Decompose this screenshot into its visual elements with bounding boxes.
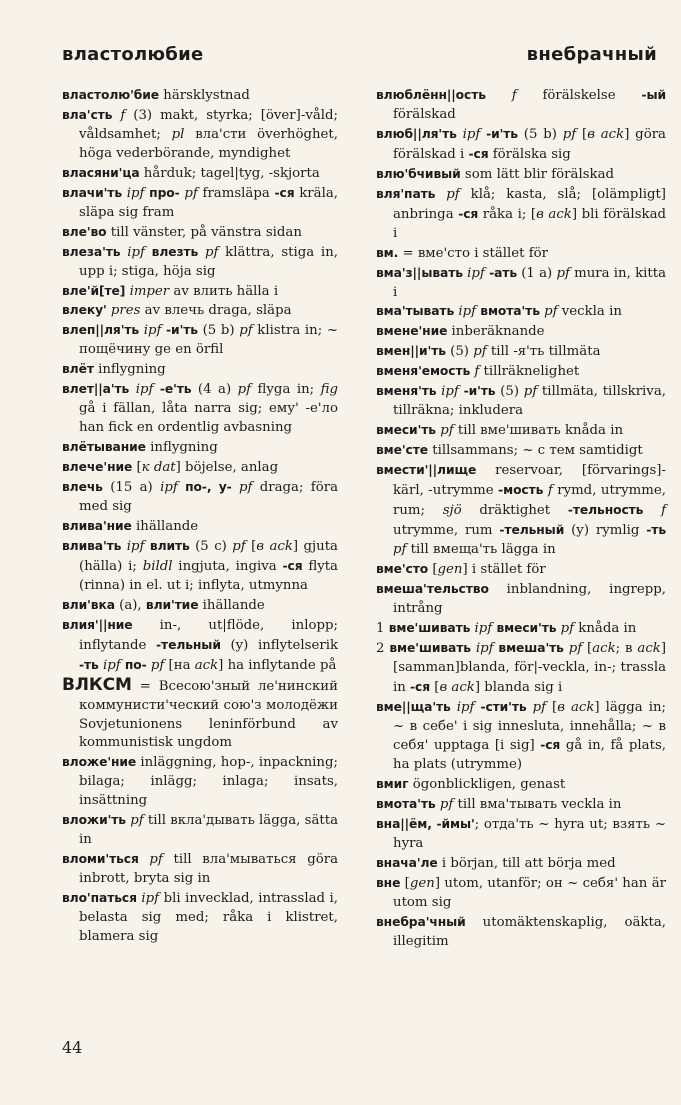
grammar-label: pf [204, 244, 219, 260]
dictionary-entry [376, 815, 666, 854]
grammar-label: pf [544, 304, 558, 320]
headword: влечь [62, 480, 103, 495]
definition-text: gå i fällan, låta narra sig; ему' -е'ло han fick en ordentlig avbasning [79, 401, 338, 436]
definition-text: (1 a) [517, 265, 557, 281]
headword: внебра'чный [376, 915, 466, 930]
headword: вмеша'ть [498, 640, 564, 655]
definition-text: i början, till att börja med [437, 856, 616, 872]
headword: вме'сто [376, 561, 429, 576]
definition-text [232, 480, 239, 495]
definition-text: förälskad [393, 106, 456, 122]
definition-text: (y) inflytelserik [220, 637, 338, 653]
headword: внача'ле [376, 856, 438, 871]
definition-text: ögonblickligen, genast [408, 777, 566, 793]
grammar-label: pf [562, 126, 577, 142]
definition-text: (a), [114, 597, 146, 613]
headword: -ать [489, 265, 517, 280]
dictionary-entry [376, 441, 666, 461]
headword: -ся [410, 679, 431, 694]
dictionary-entry [376, 125, 666, 165]
headword: влюблённ||ость [376, 88, 486, 102]
headword: влече'ние [62, 460, 133, 475]
headword: -тельный [499, 522, 565, 537]
definition-text: (15 a) [102, 480, 161, 496]
dictionary-entry [376, 302, 666, 322]
headword: влия'||ние [62, 617, 133, 632]
definition-text: ihällande [131, 518, 199, 534]
definition-text: inläggning, hop-, inpackning; bilaga; inlägg; inlaga; insats, insättning [79, 755, 338, 809]
grammar-label: pf [232, 538, 246, 554]
headword: вмота'ть [480, 304, 540, 319]
definition-text: rymd, utrymme, rum; [393, 483, 666, 519]
headword: вмиг [376, 777, 409, 792]
dictionary-entry [62, 478, 338, 517]
definition-text [145, 245, 152, 260]
definition-text: flyta (rinna) in el. ut i; inflyta, utmynna [79, 558, 338, 593]
headword: вмеси'ть [496, 620, 557, 635]
headword: влётывание [62, 440, 146, 455]
grammar-label: pf [184, 185, 198, 201]
headword: влю'бчивый [376, 166, 461, 181]
grammar-label: pf [238, 480, 253, 496]
definition-text: 1 [376, 620, 389, 636]
grammar-label: pf [473, 344, 487, 360]
dictionary-entry [62, 596, 338, 616]
definition-text: ] ha inflytande på [218, 657, 337, 673]
headword: вла'сть [62, 107, 113, 122]
definition-text [435, 187, 446, 202]
headword: влеп||ля'ть [62, 323, 140, 338]
grammar-label: pf [560, 620, 575, 636]
grammar-label: ipf [141, 891, 160, 907]
definition-text: ] bli förälskad i [393, 206, 667, 241]
definition-text: till вма'тывать veckla in [453, 797, 622, 813]
dictionary-entry [62, 676, 338, 754]
definition-text: dräktighet [461, 503, 568, 519]
dictionary-entry [376, 619, 666, 639]
headword: вмен||и'ть [376, 344, 446, 359]
definition-text: klå; kasta, slå; [olämpligt] anbringa [393, 186, 666, 222]
dictionary-entry [376, 362, 666, 382]
left-column [62, 86, 338, 947]
definition-text [198, 245, 205, 260]
grammar-label: ipf [127, 244, 145, 260]
dictionary-entry [376, 698, 666, 776]
grammar-label: в ack [587, 126, 625, 142]
definition-text: ] göra förälskad i [393, 126, 666, 162]
grammar-label: pf [532, 699, 546, 715]
dictionary-entry [376, 913, 666, 952]
headword: влёт [62, 362, 94, 377]
headword: вмеша'тельство [376, 581, 489, 596]
headword: -мость [498, 483, 544, 498]
definition-text: ] utom, utanför; он ~ себя' han är utom sig [393, 876, 666, 911]
grammar-label: ipf [126, 185, 145, 201]
grammar-label: sjö [442, 503, 462, 519]
definition-text: förälskelse [516, 88, 642, 103]
dictionary-entry [62, 282, 338, 302]
grammar-label: gen [409, 876, 435, 892]
grammar-label: imper [129, 283, 170, 299]
dictionary-entry [376, 264, 666, 303]
definition-text: gå in, få plats, ha plats (utrymme) [393, 738, 666, 773]
definition-text [486, 88, 512, 103]
headword: вложе'ние [62, 755, 137, 770]
headword: вли'вка [62, 597, 115, 612]
dictionary-entry [376, 854, 666, 874]
definition-text: råka i; [ [478, 206, 537, 222]
definition-text: [ [245, 538, 257, 554]
grammar-label: ipf [474, 620, 493, 636]
headword: -ть [646, 522, 667, 537]
headword: по- [124, 657, 147, 672]
dictionary-entry [62, 321, 338, 360]
definition-text [643, 503, 661, 518]
grammar-label: gen [437, 561, 463, 577]
grammar-label: ack [194, 657, 219, 673]
running-head [62, 44, 657, 65]
dictionary-entry [376, 421, 666, 441]
definition-text: till вла'мываться göra inbrott, bryta sig in [79, 852, 338, 887]
headword: власяни'ца [62, 165, 140, 180]
grammar-label: ipf [160, 480, 178, 496]
definition-text: inblandning, ingrepp, intrång [393, 581, 666, 616]
definition-text: utomäktenskaplig, oäkta, illegitim [393, 915, 666, 949]
definition-text: hårduk; tagel|tyg, -skjorta [139, 165, 320, 181]
dictionary-entry [376, 795, 666, 815]
grammar-label: f [547, 483, 553, 499]
headword: -ся [458, 206, 479, 221]
grammar-label: pl [171, 126, 185, 142]
headword: вложи'ть [62, 813, 126, 828]
grammar-label: pf [149, 852, 163, 868]
headword: вле'во [62, 224, 107, 239]
headword: влюб||ля'ть [376, 126, 457, 141]
definition-text: som lätt blir förälskad [460, 166, 615, 182]
dictionary-entry [62, 360, 338, 380]
dictionary-entry [376, 775, 666, 795]
dictionary-entry [376, 185, 666, 244]
definition-text: reservoar, [förvarings]-kärl, -utrymme [393, 463, 666, 499]
grammar-label: в ack [557, 699, 595, 715]
dictionary-entry [376, 322, 666, 342]
definition-text: klistra in; ~ пощёчину ge en örfil [79, 323, 338, 358]
headword: -сти'ть [480, 699, 527, 714]
definition-text [178, 480, 185, 495]
definition-text: tillsammans; ~ с тем samtidigt [428, 443, 643, 459]
headword: вло'паться [62, 891, 137, 906]
definition-text: (4 a) [191, 382, 238, 398]
definition-text: draga; föra med sig [79, 480, 339, 515]
dictionary-entry [376, 461, 666, 560]
grammar-label: pf [237, 382, 252, 398]
grammar-label: pf [393, 541, 407, 557]
definition-text: av влить hälla i [169, 283, 279, 299]
headword: вмота'ть [376, 797, 436, 812]
right-column [376, 86, 666, 952]
definition-text: inberäknande [447, 324, 545, 340]
grammar-label: pf [568, 640, 583, 656]
definition-text: ] böjelse, anlag [175, 460, 279, 476]
headword: вмене'ние [376, 324, 448, 339]
headword: влет||а'ть [62, 382, 130, 397]
headword: -е'ть [159, 382, 192, 397]
grammar-label: pf [446, 186, 460, 202]
definition-text: tillmäta, tillskriva, tillräkna; inkludera [393, 384, 666, 419]
headword: -и'ть [486, 126, 518, 141]
headword: -ся [540, 738, 561, 753]
headword: вме'шивать [388, 620, 471, 635]
definition-text: = вме'сто i stället för [398, 245, 549, 261]
grammar-label: ipf [467, 265, 485, 281]
grammar-label: f [511, 88, 517, 103]
definition-text: [ [576, 126, 588, 142]
dictionary-entry [376, 165, 666, 185]
grammar-label: в ack [256, 538, 293, 554]
dictionary-entry [376, 639, 666, 698]
headword: вмести'||лище [376, 463, 477, 478]
page-number: 44 [62, 1038, 83, 1057]
headword: влачи'ть [62, 185, 123, 200]
dictionary-entry [62, 458, 338, 478]
grammar-label: ipf [475, 640, 494, 656]
dictionary-entry [62, 164, 338, 184]
headword: вме'сте [376, 443, 428, 458]
definition-text: ] lägga in; ~ в себе' i sig innesluta, innehålla; ~ в себя' upptaga [i sig] [393, 699, 667, 754]
headword: -ся [282, 558, 303, 573]
grammar-label: fig [320, 382, 338, 398]
definition-text: ] gjuta (hälla) i; [79, 538, 338, 574]
definition-text: härsklystnad [159, 88, 250, 103]
dictionary-entry [62, 537, 338, 596]
headword: вме'шивать [389, 640, 471, 655]
definition-text: till вкла'дывать lägga, sätta in [79, 813, 338, 848]
headword: влеза'ть [62, 244, 121, 259]
grammar-label: ack [637, 640, 661, 656]
grammar-label: pres [110, 303, 141, 319]
dictionary-entry [62, 517, 338, 537]
definition-text: utrymme, rum [393, 522, 500, 538]
headword: ВЛКСМ [62, 674, 132, 695]
headword: про- [149, 185, 180, 200]
definition-text: kräla, släpa sig fram [79, 185, 338, 220]
definition-text: [на [164, 657, 195, 673]
definition-text: till -я'ть tillmäta [486, 344, 601, 360]
headword: вма'тывать [376, 304, 455, 319]
running-head-last-word: внебрачный [526, 44, 657, 65]
headword: вма'з||ывать [376, 265, 463, 280]
grammar-label: pf [556, 265, 570, 281]
headword: влива'ть [62, 538, 122, 553]
dictionary-entry [62, 106, 338, 164]
definition-text: framsläpa [197, 185, 275, 201]
definition-text: ] [samman]blanda, för|-veckla, in-; trassla in [393, 640, 667, 695]
dictionary-entry [376, 382, 666, 421]
headword: вля'пать [376, 186, 436, 201]
headword: вломи'ться [62, 852, 139, 867]
grammar-label: ipf [126, 538, 145, 554]
definition-text: ingjuta, ingiva [172, 558, 283, 574]
dictionary-entry [376, 560, 666, 580]
definition-text: (5) [445, 344, 474, 360]
headword: вна||ём, -ймы' [376, 817, 475, 832]
headword: -ый [641, 88, 666, 102]
definition-text: (5) [495, 384, 524, 400]
grammar-label: ipf [135, 382, 154, 398]
definition-text: ihällande [198, 597, 265, 613]
definition-text: вла'сти överhöghet, höga vederbörande, myndighet [79, 126, 338, 161]
headword: влива'ние [62, 518, 132, 533]
headword: по-, у- [185, 480, 232, 495]
grammar-label: pf [239, 323, 253, 339]
headword: -и'ть [463, 384, 496, 399]
dictionary-entry [376, 874, 666, 913]
grammar-label: ipf [441, 384, 459, 400]
headword: вли'тие [145, 597, 199, 612]
definition-text: till вмеща'ть lägga in [406, 541, 556, 557]
definition-text: inflygning [145, 440, 218, 456]
definition-text: mura in, kitta i [393, 265, 666, 300]
definition-text: inflygning [93, 362, 166, 378]
grammar-label: ipf [462, 126, 481, 142]
definition-text: (5 b) [197, 323, 240, 339]
definition-text: knåda in [574, 620, 637, 636]
dictionary-entry [62, 86, 338, 106]
grammar-label: pf [439, 797, 454, 813]
definition-text: veckla in [557, 304, 622, 320]
headword: -тельность [567, 503, 644, 518]
definition-text: [ [132, 460, 142, 476]
headword: влезть [151, 244, 199, 259]
grammar-label: bildl [142, 558, 173, 574]
grammar-label: ipf [143, 323, 162, 339]
dictionary-entry [62, 753, 338, 811]
headword: вмеси'ть [376, 423, 436, 438]
definition-text: in-, ut|flöde, inlopp; inflytande [79, 617, 338, 653]
headword: вне [376, 876, 401, 891]
dictionary-entry [62, 850, 338, 889]
dictionary-entry [62, 380, 338, 438]
definition-text [139, 852, 150, 867]
headword: вм. [376, 245, 399, 260]
headword: вле'й[те] [62, 283, 126, 298]
definition-text: (3) makt, styrka; [över]-våld; våldsamhet; [79, 107, 339, 142]
grammar-label: в ack [536, 206, 572, 222]
headword: -ся [468, 146, 489, 161]
definition-text: ] blanda sig i [474, 679, 563, 695]
headword: влить [149, 538, 190, 553]
dictionary-entry [62, 889, 338, 947]
definition-text: ] i stället för [462, 561, 546, 577]
headword: -и'ть [166, 323, 198, 338]
headword: -ся [274, 185, 295, 200]
headword: -ть [79, 657, 99, 672]
grammar-label: ack [592, 640, 616, 656]
headword: -тельный [156, 637, 221, 652]
dictionary-entry [376, 244, 666, 264]
grammar-label: f [661, 503, 666, 519]
definition-text: flyga in; [251, 382, 321, 398]
definition-text: = Всесою'зный ле'нинский коммунисти'ческий сою'з молодёжи Sovjetunionens leninförbund av kommunistisk ungdom [79, 678, 338, 751]
definition-text: till вме'шивать knåda in [453, 423, 624, 439]
dictionary-entry [62, 616, 338, 676]
headword: вменя'ть [376, 384, 437, 399]
dictionary-entry [376, 86, 666, 125]
headword: властолю'бие [62, 88, 160, 102]
definition-text: tillräknelighet [479, 364, 580, 380]
headword: влеку' [62, 303, 107, 318]
definition-text: förälska sig [488, 146, 571, 162]
grammar-label: ipf [456, 699, 475, 715]
dictionary-entry [62, 184, 338, 223]
dictionary-entry [376, 342, 666, 362]
grammar-label: pf [523, 384, 538, 400]
grammar-label: к dat [141, 460, 176, 476]
grammar-label: pf [150, 657, 165, 673]
definition-text: (5 b) [517, 126, 563, 142]
definition-text: bli invecklad, intrasslad i, belasta sig med; råka i klistret, blamera sig [79, 891, 339, 944]
grammar-label: f [474, 364, 480, 380]
definition-text: ; отда'ть ~ hyra ut; взять ~ hyra [393, 817, 666, 852]
definition-text: [ [582, 640, 593, 656]
grammar-label: в ack [439, 679, 475, 695]
dictionary-entry [62, 438, 338, 458]
definition-text: (y) rymlig [564, 522, 647, 538]
grammar-label: pf [440, 423, 454, 439]
headword: вменя'емость [376, 364, 471, 379]
headword: вме||ща'ть [376, 699, 451, 714]
dictionary-entry [376, 580, 666, 619]
definition-text: till vänster, på vänstra sidan [106, 224, 302, 240]
definition-text: 2 [376, 640, 390, 656]
definition-text: (5 c) [189, 538, 233, 554]
definition-text: klättra, stiga in, upp i; stiga, höja sig [79, 244, 338, 279]
grammar-label: ipf [102, 657, 121, 673]
definition-text: [ [428, 561, 438, 577]
grammar-label: ipf [458, 304, 477, 320]
definition-text: ; в [615, 640, 638, 656]
definition-text: [ [430, 679, 440, 695]
grammar-label: f [120, 107, 126, 123]
grammar-label: pf [130, 813, 144, 829]
dictionary-entry [62, 243, 338, 282]
dictionary-entry [62, 301, 338, 321]
running-head-first-word: властолюбие [62, 44, 204, 65]
definition-text: [ [400, 876, 410, 892]
definition-text: av влечь draga, släpa [140, 303, 292, 319]
dictionary-entry [62, 811, 338, 850]
dictionary-entry [62, 223, 338, 243]
definition-text: [ [546, 699, 558, 715]
